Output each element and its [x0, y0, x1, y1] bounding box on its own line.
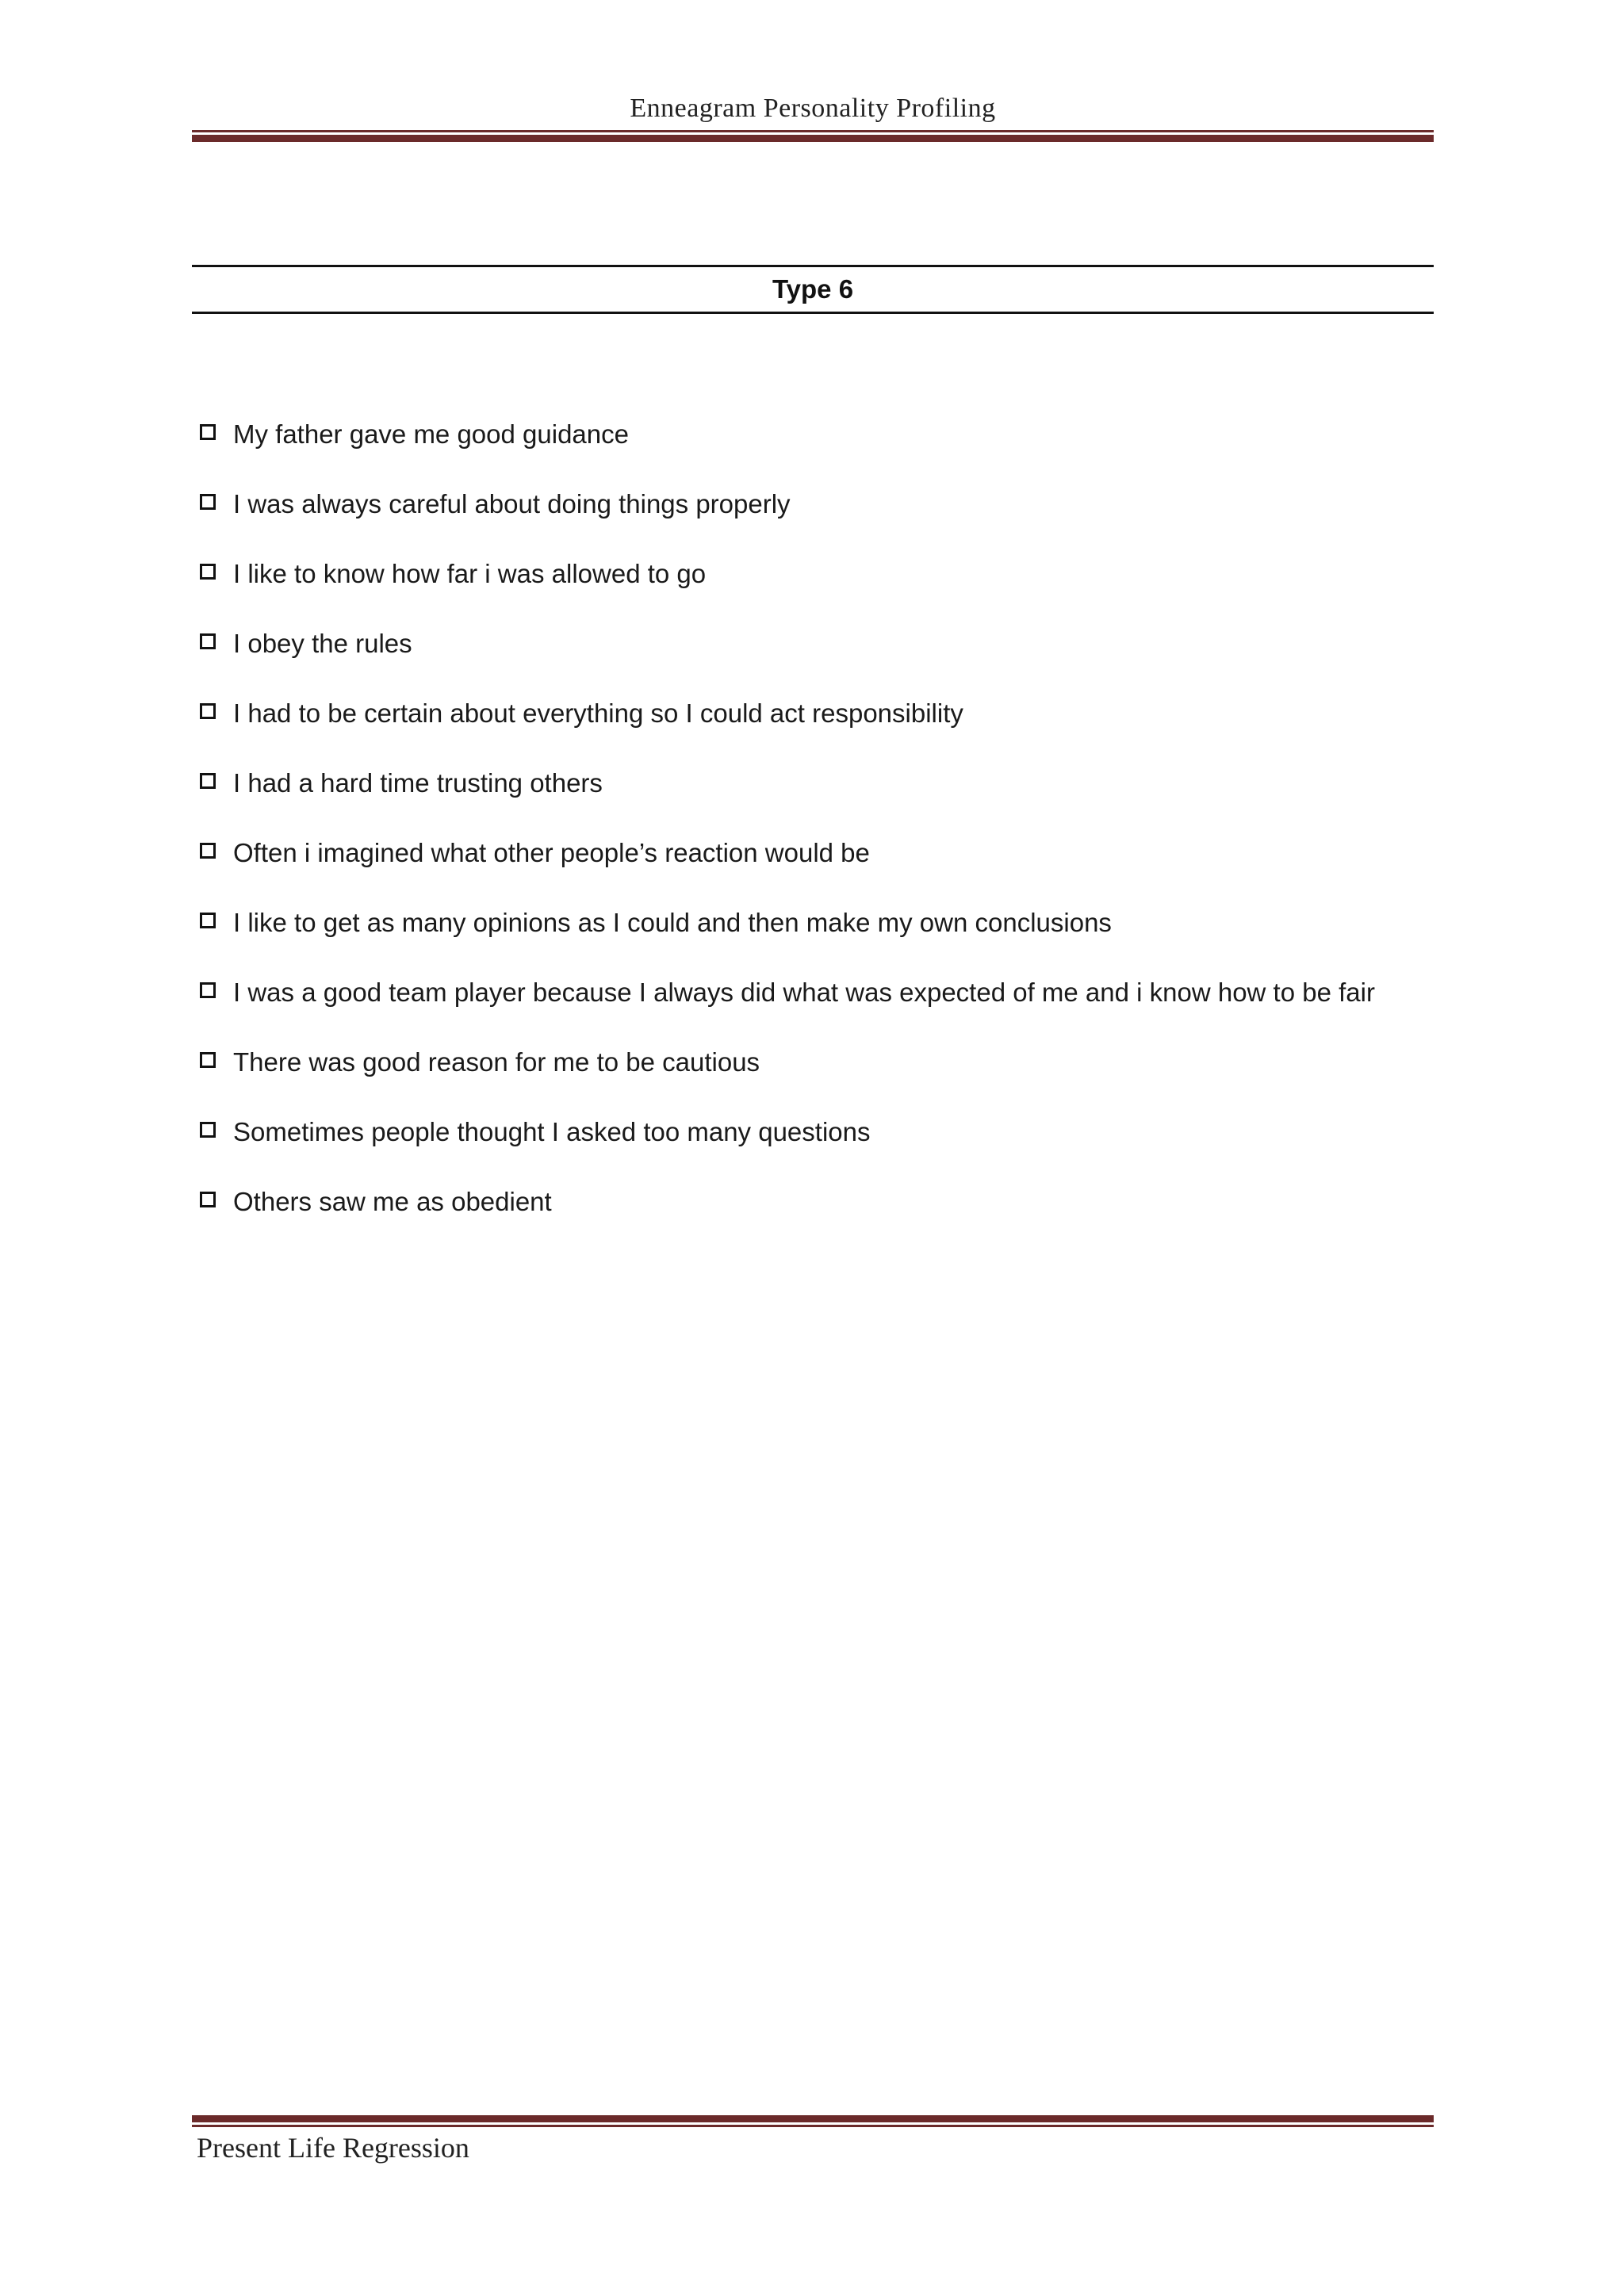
checklist-item-label: There was good reason for me to be cautious — [233, 1047, 760, 1077]
checkbox-icon[interactable] — [200, 494, 216, 510]
checklist-item — [197, 623, 1418, 664]
checkbox-icon[interactable] — [200, 843, 216, 859]
checklist-item-label: I obey the rules — [233, 629, 412, 658]
checklist-item — [197, 1112, 1418, 1153]
checklist-item-label: I had a hard time trusting others — [233, 768, 603, 798]
checkbox-icon[interactable] — [200, 982, 216, 998]
checkbox-icon[interactable] — [200, 633, 216, 649]
checklist-item — [197, 484, 1418, 525]
checklist-item-label: I was always careful about doing things properly — [233, 489, 791, 519]
checklist-item-label: I was a good team player because I always did what was expected of me and i know how to be fair — [233, 978, 1375, 1007]
checklist-item — [197, 902, 1418, 943]
checklist-item — [197, 1042, 1418, 1083]
checklist-item — [197, 414, 1418, 455]
checklist-item — [197, 553, 1418, 595]
checklist-item — [197, 972, 1418, 1013]
page-header-title: Enneagram Personality Profiling — [630, 94, 996, 123]
section-heading — [192, 265, 1434, 314]
checklist-item-label: Often i imagined what other people’s reaction would be — [233, 838, 870, 867]
checklist-item-label: Sometimes people thought I asked too many questions — [233, 1117, 871, 1146]
section-title: Type 6 — [772, 274, 854, 304]
checklist-item — [197, 832, 1418, 874]
checkbox-icon[interactable] — [200, 1052, 216, 1068]
checklist — [197, 414, 1418, 1251]
checkbox-icon[interactable] — [200, 1192, 216, 1207]
checkbox-icon[interactable] — [200, 913, 216, 928]
checklist-item-label: My father gave me good guidance — [233, 419, 629, 449]
checklist-item — [197, 763, 1418, 804]
checklist-item-label: I had to be certain about everything so I could act responsibility — [233, 698, 963, 728]
header-rule-thick — [192, 135, 1434, 142]
checklist-item — [197, 1181, 1418, 1223]
page-footer-text: Present Life Regression — [197, 2132, 469, 2164]
header-rule-thin — [192, 130, 1434, 132]
checkbox-icon[interactable] — [200, 424, 216, 440]
checkbox-icon[interactable] — [200, 773, 216, 789]
checklist-item-label: I like to get as many opinions as I could and then make my own conclusions — [233, 908, 1112, 937]
checklist-item-label: I like to know how far i was allowed to go — [233, 559, 707, 588]
checkbox-icon[interactable] — [200, 1122, 216, 1138]
checklist-item — [197, 693, 1418, 734]
checkbox-icon[interactable] — [200, 564, 216, 580]
footer-rule-thin — [192, 2125, 1434, 2127]
checkbox-icon[interactable] — [200, 703, 216, 719]
checklist-item-label: Others saw me as obedient — [233, 1187, 552, 1216]
footer-rule-thick — [192, 2115, 1434, 2122]
